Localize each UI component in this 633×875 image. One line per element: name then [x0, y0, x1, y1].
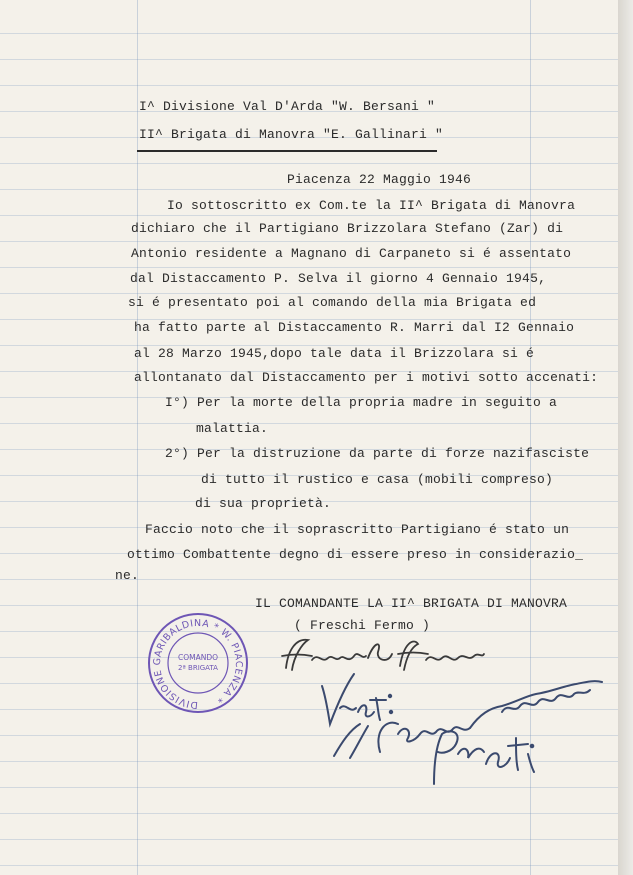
- body-line: ha fatto parte al Distaccamento R. Marri dal I2 Gennaio: [134, 320, 575, 335]
- reason-line: di tutto il rustico e casa (mobili compreso): [201, 472, 554, 487]
- paper-edge: [618, 0, 633, 875]
- closing-line: ne.: [115, 568, 140, 583]
- heading-underline: [137, 150, 437, 152]
- signature-name: ( Freschi Fermo ): [294, 618, 431, 633]
- division-heading: I^ Divisione Val D'Arda "W. Bersani ": [139, 99, 436, 114]
- body-line: si é presentato poi al comando della mia Brigata ed: [128, 295, 537, 310]
- stamp-center-line: 2ª BRIGATA: [178, 664, 218, 672]
- stamp-center-line: COMANDO: [177, 653, 219, 662]
- body-line: dichiaro che il Partigiano Brizzolara Stefano (Zar) di: [131, 221, 564, 236]
- reason-line: malattia.: [196, 421, 269, 436]
- body-line: Antonio residente a Magnano di Carpaneto si é assentato: [131, 246, 572, 261]
- brigade-heading: II^ Brigata di Manovra "E. Gallinari ": [139, 127, 444, 142]
- prati-handwriting: [428, 724, 548, 792]
- date-line: Piacenza 22 Maggio 1946: [287, 172, 472, 187]
- body-line: al 28 Marzo 1945,dopo tale data il Brizzolara si é: [134, 346, 535, 361]
- body-line: dal Distaccamento P. Selva il giorno 4 Gennaio 1945,: [130, 271, 547, 286]
- closing-line: Faccio noto che il soprascritto Partigiano é stato un: [145, 522, 570, 537]
- reason-line: I°) Per la morte della propria madre in seguito a: [165, 395, 558, 410]
- reason-line: 2°) Per la distruzione da parte di forze nazifasciste: [165, 446, 590, 461]
- brigade-stamp: [145, 613, 251, 713]
- closing-line: ottimo Combattente degno di essere preso in considerazio_: [127, 547, 584, 562]
- margin-line-left: [137, 0, 138, 875]
- signature-title: IL COMANDANTE LA II^ BRIGATA DI MANOVRA: [255, 596, 568, 611]
- body-line: Io sottoscritto ex Com.te la II^ Brigata di Manovra: [167, 198, 576, 213]
- reason-line: di sua proprietà.: [195, 496, 332, 511]
- stamp-ring-text: DIVISIONE GARIBALDINA * W. PIACENZA *: [151, 617, 245, 711]
- body-line: allontanato dal Distaccamento per i motivi sotto accenati:: [134, 370, 599, 385]
